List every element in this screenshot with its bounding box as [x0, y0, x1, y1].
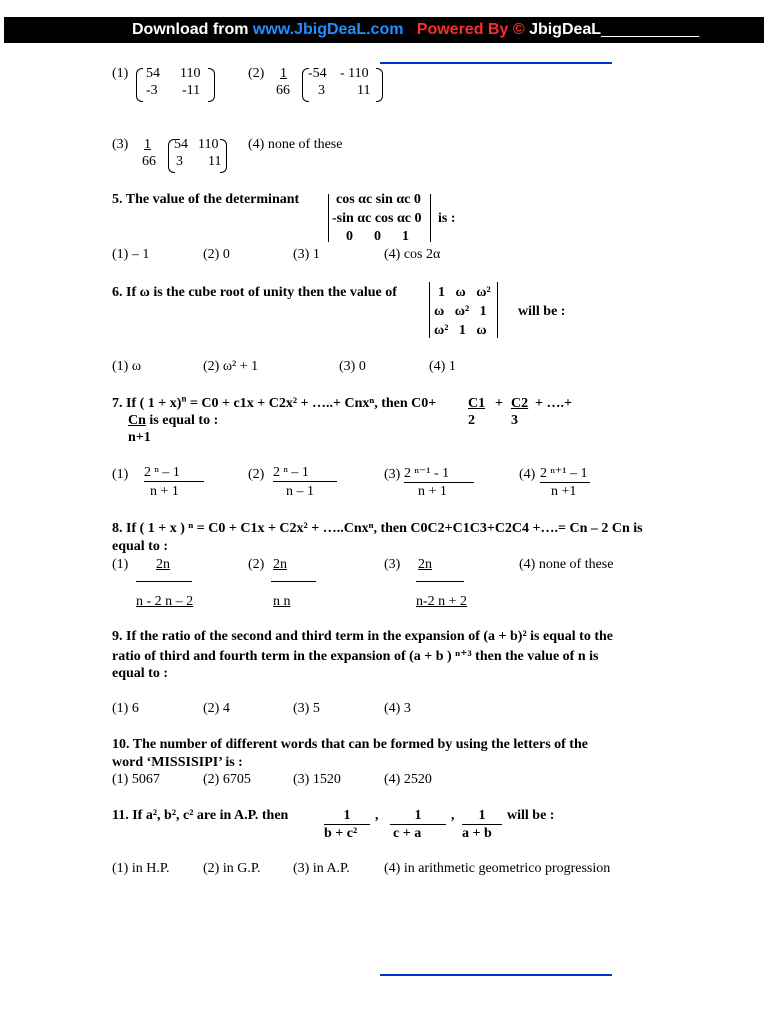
q7-o2-den: n – 1 [286, 484, 314, 499]
q6-row-3: ω² 1 ω [434, 323, 487, 338]
q11-f3-den: a + b [462, 826, 492, 841]
q4-o2-m21: 3 [318, 83, 325, 98]
q8-line-1: 8. If ( 1 + x ) ⁿ = C0 + C1x + C2x² + …..Cnxⁿ, then C0C2+C1C3+C2C4 +….= Cn – 2 Cn is [112, 521, 643, 536]
q10-line-2: word ‘MISSISIPI’ is : [112, 755, 243, 770]
q11-option-1: (1) in H.P. [112, 861, 170, 876]
q4-o3-bracket-right [220, 139, 227, 173]
q4-o3-m22: 11 [208, 154, 222, 169]
q7-cn-tail: is equal to : [149, 413, 219, 428]
q8-option-4: (4) none of these [519, 557, 614, 572]
q7-line-2 [128, 413, 218, 429]
q8-o2-den: n n [273, 594, 291, 609]
q7-option-2-label: (2) [248, 467, 265, 482]
q9-option-1: (1) 6 [112, 701, 139, 716]
q7-f1-den: 2 [468, 413, 475, 428]
download-banner [4, 17, 764, 43]
q7-expansion: = C0 + c1x + C2x² + …..+ Cnxⁿ, then C0+ [189, 396, 437, 411]
q5-option-3: (3) 1 [293, 247, 320, 262]
q5-stem: 5. The value of the determinant [112, 192, 300, 207]
q4-o1-bracket-right [208, 68, 215, 102]
q7-f2-num: C2 [511, 396, 529, 411]
q8-option-1-label: (1) [112, 557, 129, 572]
q11-f2-num: 1 [390, 808, 446, 825]
banner-prefix: Download from [132, 21, 253, 38]
banner-text [132, 17, 699, 43]
banner-site-link[interactable]: www.JbigDeaL.com [252, 21, 404, 38]
q11-comma-2: , [451, 808, 455, 823]
q9-option-4: (4) 3 [384, 701, 411, 716]
q7-binom: ( 1 + x) [139, 396, 182, 411]
q7-o2-num: 2 ⁿ – 1 [273, 465, 337, 482]
q9-option-3: (3) 5 [293, 701, 320, 716]
q5-det-bar-left [328, 194, 329, 242]
q7-power-n: n [181, 393, 187, 404]
top-rule [380, 62, 612, 64]
q9-line-2: ratio of third and fourth term in the expansion of (a + b ) ⁿ⁺³ then the value of n is [112, 649, 599, 664]
q6-stem: 6. If ω is the cube root of unity then the value of [112, 285, 397, 300]
q7-o3-num: 2 ⁿ⁻¹ - 1 [404, 465, 474, 483]
q7-plus: + [495, 396, 503, 411]
q5-tail: is : [438, 211, 456, 226]
q5-row-3: 0 0 1 [346, 229, 409, 244]
q7-line-1 [112, 393, 437, 412]
q5-row-2: -sin αc cos αc 0 [332, 211, 422, 226]
q10-line-1: 10. The number of different words that can be formed by using the letters of the [112, 737, 588, 752]
q4-option-3-label: (3) [112, 137, 129, 152]
bottom-rule [380, 974, 612, 976]
q8-o1-den: n - 2 n – 2 [136, 594, 194, 609]
q4-option-2-label: (2) [248, 66, 265, 81]
banner-tail: ___________ [601, 21, 699, 38]
q11-f3-num: 1 [462, 808, 502, 825]
q7-o1-num: 2 ⁿ – 1 [144, 465, 204, 482]
q4-o1-m21: -3 [146, 83, 158, 98]
q4-option-4: (4) none of these [248, 137, 343, 152]
q10-option-3: (3) 1520 [293, 772, 341, 787]
q10-option-2: (2) 6705 [203, 772, 251, 787]
q6-row-1: 1 ω ω² [438, 285, 491, 300]
q7-label: 7. If [112, 396, 137, 411]
q8-option-2-label: (2) [248, 557, 265, 572]
q7-o4-den: n +1 [551, 484, 577, 499]
q5-option-1: (1) – 1 [112, 247, 150, 262]
q7-option-1-label: (1) [112, 467, 129, 482]
q4-o2-num: 1 [280, 66, 287, 81]
q7-option-4-label: (4) [519, 467, 536, 482]
banner-brand: JbigDeaL [529, 21, 602, 38]
q10-option-4: (4) 2520 [384, 772, 432, 787]
q8-o2-num: 2n [273, 557, 287, 572]
q11-tail: will be : [507, 808, 555, 823]
q5-option-2: (2) 0 [203, 247, 230, 262]
q8-o1-rule [136, 581, 192, 582]
q6-tail: will be : [518, 304, 566, 319]
q6-option-2: (2) ω² + 1 [203, 359, 259, 374]
q8-o3-num: 2n [418, 557, 432, 572]
q4-o1-m22: -11 [182, 83, 201, 98]
q4-o3-m12: 110 [198, 137, 219, 152]
q8-line-2: equal to : [112, 539, 168, 554]
q4-o3-num: 1 [144, 137, 151, 152]
q7-n-plus-1: n+1 [128, 430, 151, 445]
q4-o1-m12: 110 [180, 66, 201, 81]
q6-det-bar-left [429, 282, 430, 338]
banner-powered: Powered By © [416, 21, 525, 38]
q11-option-4: (4) in arithmetic geometrico progression [384, 861, 611, 876]
q4-o2-bracket-right [376, 68, 383, 102]
q8-o1-num: 2n [156, 557, 170, 572]
q10-option-1: (1) 5067 [112, 772, 160, 787]
q7-dots: + ….+ [535, 396, 572, 411]
q7-f2-den: 3 [511, 413, 518, 428]
q9-line-1: 9. If the ratio of the second and third term in the expansion of (a + b)² is equal to the [112, 629, 614, 644]
q7-cn: Cn [128, 413, 146, 428]
q6-option-3: (3) 0 [339, 359, 366, 374]
q7-o3-den: n + 1 [418, 484, 447, 499]
q9-line-3: equal to : [112, 666, 168, 681]
q6-option-1: (1) ω [112, 359, 142, 374]
q4-o1-bracket-left [136, 68, 143, 102]
q5-row-1: cos αc sin αc 0 [336, 192, 421, 207]
q5-det-bar-right [430, 194, 431, 242]
q4-o2-den: 66 [276, 83, 290, 98]
q4-o2-m22: 11 [357, 83, 371, 98]
q11-f1-den: b + c² [324, 826, 358, 841]
q6-row-2: ω ω² 1 [434, 304, 487, 319]
q9-option-2: (2) 4 [203, 701, 230, 716]
q8-o2-rule [271, 581, 316, 582]
q4-option-1-label: (1) [112, 66, 129, 81]
q4-o1-m11: 54 [146, 66, 160, 81]
q11-f1-num: 1 [324, 808, 370, 825]
q7-f1-num: C1 [468, 396, 486, 411]
q11-option-3: (3) in A.P. [293, 861, 350, 876]
q7-o1-den: n + 1 [150, 484, 179, 499]
q6-option-4: (4) 1 [429, 359, 456, 374]
q4-o3-den: 66 [142, 154, 156, 169]
q4-o2-m11: -54 [308, 66, 327, 81]
q11-comma-1: , [375, 808, 379, 823]
q8-o3-rule [416, 581, 464, 582]
q8-option-3-label: (3) [384, 557, 401, 572]
q7-o4-num: 2 ⁿ⁺¹ – 1 [540, 465, 590, 483]
q11-f2-den: c + a [393, 826, 422, 841]
q11-option-2: (2) in G.P. [203, 861, 261, 876]
q7-option-3-label: (3) [384, 467, 401, 482]
q4-o3-m11: 54 [174, 137, 188, 152]
q6-det-bar-right [497, 282, 498, 338]
q5-option-4: (4) cos 2α [384, 247, 441, 262]
q4-o2-m12: - 110 [340, 66, 369, 81]
q11-stem: 11. If a², b², c² are in A.P. then [112, 808, 289, 823]
q8-o3-den: n-2 n + 2 [416, 594, 468, 609]
q4-o3-m21: 3 [176, 154, 183, 169]
